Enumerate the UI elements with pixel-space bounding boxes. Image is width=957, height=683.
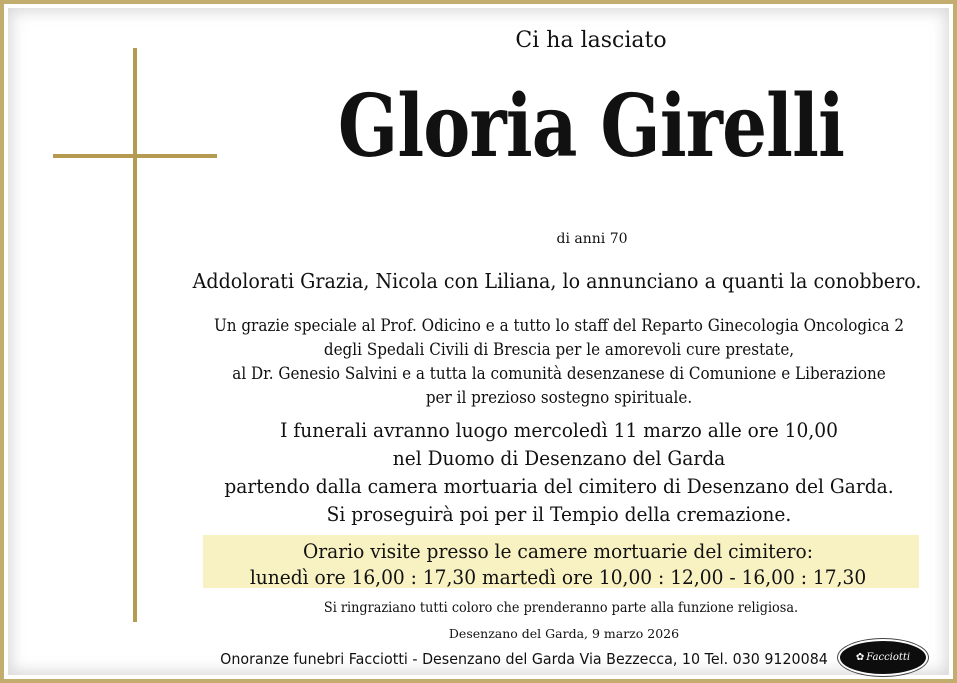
announcement-text: Addolorati Grazia, Nicola con Liliana, lo annunciano a quanti la conobbero.: [192, 269, 922, 293]
deceased-name: Gloria Girelli: [337, 76, 845, 177]
funeral-line: I funerali avranno luogo mercoledì 11 marzo alle ore 10,00: [280, 418, 838, 442]
thanks-line: Un grazie speciale al Prof. Odicino e a tutto lo staff del Reparto Ginecologia Oncologica 2: [213, 316, 905, 335]
thanks-line: per il prezioso sostegno spirituale.: [425, 388, 693, 407]
thanks-block: [214, 314, 904, 410]
closing-text: Si ringraziano tutti coloro che prenderanno parte alla funzione religiosa.: [323, 600, 799, 616]
funeral-home-logo: [840, 641, 926, 674]
funeral-line: partendo dalla camera mortuaria del cimitero di Desenzano del Garda.: [224, 474, 894, 498]
thanks-line: al Dr. Genesio Salvini e a tutta la comunità desenzanese di Comunione e Liberazione: [232, 364, 886, 383]
funeral-line: nel Duomo di Desenzano del Garda: [392, 446, 726, 470]
visits-line: Orario visite presso le camere mortuarie del cimitero:: [303, 539, 813, 563]
thanks-line: degli Spedali Civili di Brescia per le amorevoli cure prestate,: [323, 340, 795, 359]
funeral-home-footer: Onoranze funebri Facciotti - Desenzano del Garda Via Bezzecca, 10 Tel. 030 9120084: [220, 650, 828, 668]
flower-icon: ✿: [855, 652, 865, 663]
place-date-text: Desenzano del Garda, 9 marzo 2026: [448, 626, 680, 641]
visits-block: [250, 538, 866, 590]
funeral-block: [224, 416, 893, 528]
visits-line: lunedì ore 16,00 : 17,30 martedì ore 10,00 : 12,00 - 16,00 : 17,30: [249, 565, 867, 589]
intro-text: Ci ha lasciato: [515, 28, 667, 53]
cross-icon-horizontal: [53, 154, 217, 158]
age-text: di anni 70: [556, 231, 628, 247]
cross-icon-vertical: [133, 48, 137, 622]
logo-text: Facciotti: [866, 652, 911, 663]
funeral-line: Si proseguirà poi per il Tempio della cremazione.: [326, 502, 792, 526]
